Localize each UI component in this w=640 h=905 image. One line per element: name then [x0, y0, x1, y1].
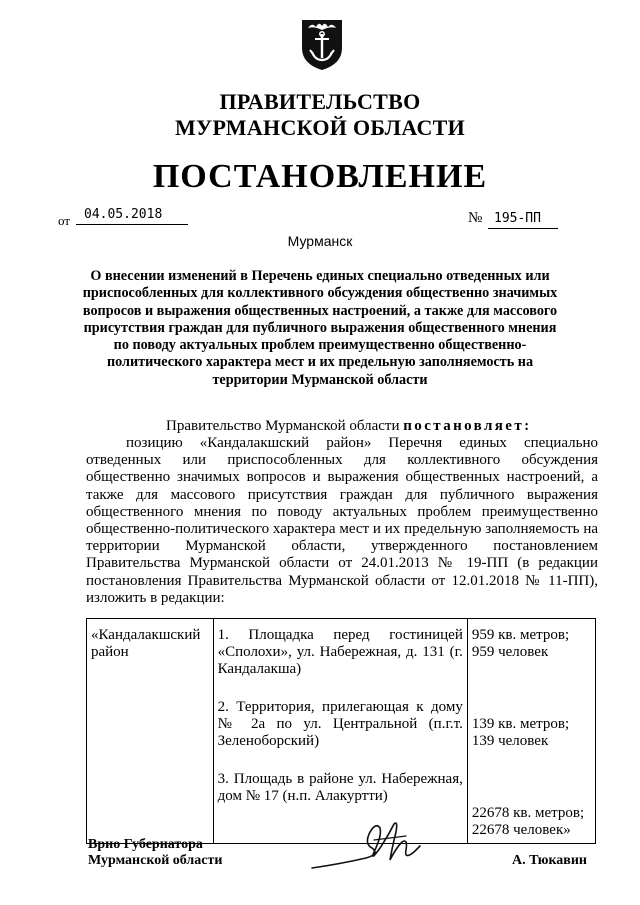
people-value: 22678 человек» [471, 822, 571, 838]
people-value: 139 человек [471, 733, 549, 749]
capacity-item [472, 805, 591, 839]
district-name: «Кандалакшский район [91, 627, 201, 660]
place-item: 1. Площадка перед гостиницей «Сполохи», ул. Набережная, д. 131 (г. Кандалакша) [217, 627, 463, 677]
document-subject: О внесении изменений в Перечень единых специально отведенных или приспособленных для коллективного обсуждения общественно значимых вопросов и выражения общественных настроений, а также для массового присутствия граждан для публичного выражения общественного мнения по поводу актуальных проблем преимущественно общественно-политического характера мест и их предельную заполняемость на территории Мурманской области [82, 268, 558, 388]
number-prefix: № [468, 210, 483, 226]
table-row [87, 619, 596, 844]
handwritten-signature-icon [310, 818, 422, 876]
places-table [86, 618, 596, 844]
document-number: 195-ПП [488, 210, 558, 229]
date-prefix: от [58, 213, 71, 228]
city-name: Мурманск [287, 233, 353, 249]
intro-text: Правительство Мурманской области [166, 418, 400, 434]
area-value: 22678 кв. метров; [471, 805, 585, 821]
signer-position-line1: Врио Губернатора [88, 837, 203, 852]
area-value: 139 кв. метров; [471, 716, 570, 732]
people-value: 959 человек [471, 644, 549, 660]
paragraph-text: позицию «Кандалакшский район» Перечня единых специально отведенных или приспособленных для коллективного обсуждения общественно значимых вопросов и выражения общественных настроений, а также для массового присутствия граждан для публичного выражения общественного мнения по поводу актуальных проблем преимущественно общественно-политического характера мест и их предельную заполняемость на территории Мурманской области, утвержденного постановлением Правительства Мурманской области от 24.01.2013 № 19-ПП (в редакции постановления Правительства Мурманской области от 12.01.2018 № 11-ПП), изложить в редакции: [86, 435, 598, 606]
capacity-item [472, 627, 591, 695]
capacity-item [472, 716, 591, 784]
intro-line [86, 418, 598, 435]
body-paragraph [86, 435, 598, 607]
places-cell [213, 619, 467, 844]
murmansk-coat-of-arms-icon [298, 14, 346, 72]
area-value: 959 кв. метров; [471, 627, 570, 643]
government-title-line2: МУРМАНСКОЙ ОБЛАСТИ [174, 115, 466, 140]
document-date: 04.05.2018 [76, 206, 188, 225]
capacity-cell [467, 619, 595, 844]
signer-name: А. Тюкавин [512, 853, 587, 868]
district-cell [87, 619, 214, 844]
intro-action: постановляет: [403, 418, 532, 434]
signer-position-line2: Мурманской области [88, 853, 223, 868]
government-title-line1: ПРАВИТЕЛЬСТВО [219, 89, 421, 114]
place-item: 2. Территория, прилегающая к дому № 2а по ул. Центральной (п.г.т. Зеленоборский) [217, 699, 463, 749]
document-type-heading: ПОСТАНОВЛЕНИЕ [152, 158, 488, 195]
place-item: 3. Площадь в районе ул. Набережная, дом № 17 (н.п. Алакуртти) [217, 771, 463, 804]
